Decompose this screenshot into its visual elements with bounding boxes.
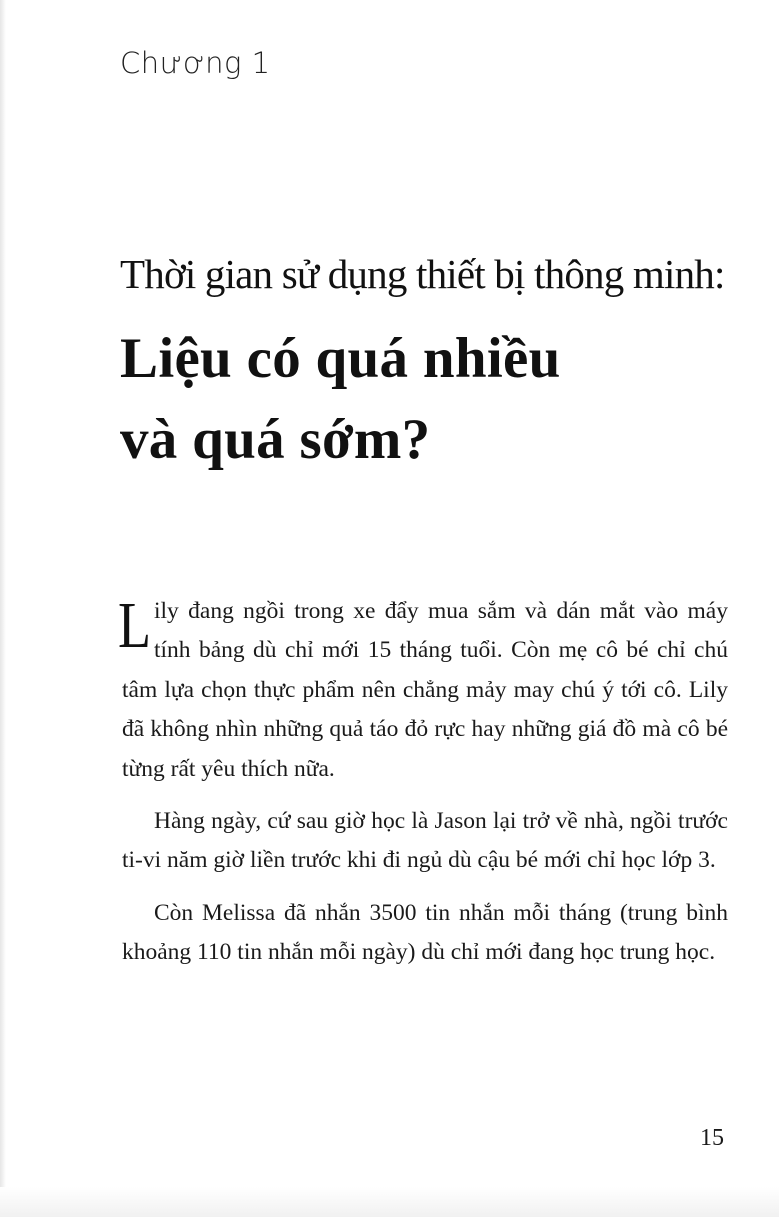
body-text [118, 589, 728, 986]
paragraph-2: Hàng ngày, cứ sau giờ học là Jason lại trở về nhà, ngồi trước ti-vi năm giờ liền trước khi đi ngủ dù cậu bé mới chỉ học lớp 3. [122, 808, 728, 874]
chapter-title-line-2: và quá sớm? [120, 408, 431, 471]
chapter-label: Chương 1 [120, 46, 271, 80]
drop-cap: L [118, 589, 152, 662]
paragraph-3: Còn Melissa đã nhắn 3500 tin nhắn mỗi tháng (trung bình khoảng 110 tin nhắn mỗi ngày) dù chỉ mới đang học trung học. [122, 899, 728, 966]
chapter-subtitle: Thời gian sử dụng thiết bị thông minh: [120, 251, 725, 297]
page-bottom-edge [0, 1187, 779, 1217]
paragraph-1 [118, 589, 728, 789]
chapter-title-line-1: Liệu có quá nhiều [120, 327, 561, 390]
page-number: 15 [700, 1125, 724, 1151]
page-edge-shadow [0, 0, 6, 1217]
paragraph-1-text: ily đang ngồi trong xe đẩy mua sắm và dán mắt vào máy tính bảng dù chỉ mới 15 tháng tuổi. Còn mẹ cô bé chỉ chú tâm lựa chọn thực phẩm nên chẳng mảy may chú ý tới cô. Lily đã không nhìn những quả táo đỏ rực hay những giá đồ mà cô bé từng rất yêu thích nữa. [122, 598, 728, 782]
chapter-title [120, 318, 740, 480]
